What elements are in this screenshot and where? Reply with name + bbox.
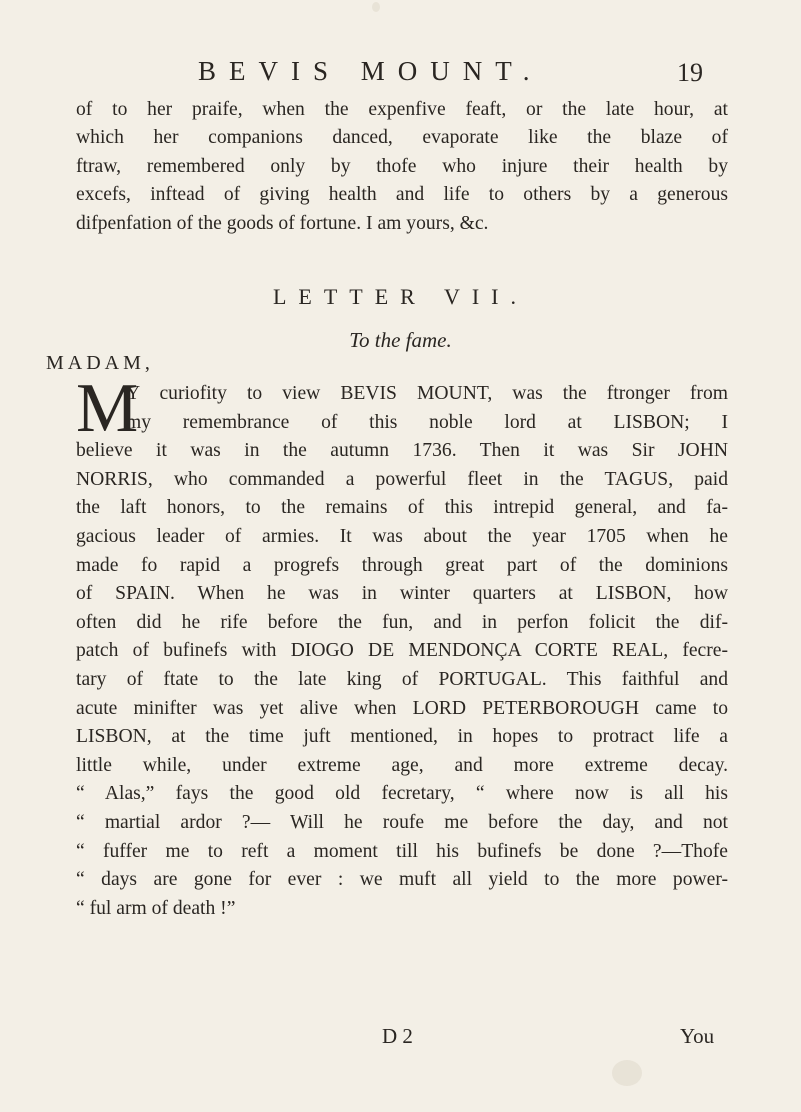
text-line: “ Alas,” fays the good old fecretary, “ where now is all his	[76, 783, 728, 805]
text-line: believe it was in the autumn 1736. Then it was Sir JOHN	[76, 440, 728, 462]
text-line: patch of bufinefs with DIOGO DE MENDONÇA CORTE REAL, fecre-	[76, 640, 728, 662]
page-header	[0, 56, 801, 92]
page-number: 19	[677, 58, 703, 87]
page-stain	[612, 1060, 642, 1086]
page-footer	[0, 1024, 801, 1054]
page-blemish	[372, 2, 380, 12]
letter-body	[76, 370, 728, 923]
text-line: little while, under extreme age, and more extreme decay.	[76, 754, 728, 776]
letter-heading: LETTER VII.	[272, 284, 528, 309]
text-line: acute minifter was yet alive when LORD PETERBOROUGH came to	[76, 697, 728, 719]
text-line: “ days are gone for ever : we muft all yield to the more power-	[76, 869, 728, 891]
text-line: the laft honors, to the remains of this intrepid general, and fa-	[76, 497, 728, 519]
text-line: LISBON, at the time juft mentioned, in hopes to protract life a	[76, 726, 728, 748]
text-line: of to her praife, when the expenfive feaft, or the late hour, at	[76, 99, 728, 120]
text-line: “ ful arm of death !”	[76, 897, 236, 919]
text-line: ftraw, remembered only by thofe who injure their health by	[76, 155, 728, 177]
text-line: “ martial ardor ?— Will he roufe me before the day, and not	[76, 811, 728, 833]
text-line: gacious leader of armies. It was about the year 1705 when he	[76, 525, 728, 547]
text-line: often did he rife before the fun, and in perfon folicit the dif-	[76, 611, 728, 633]
signature-mark: D 2	[382, 1024, 413, 1048]
text-line: excefs, inftead of giving health and life to others by a generous	[76, 184, 728, 206]
text-line: difpenfation of the goods of fortune. I am yours, &c.	[76, 212, 489, 234]
intro-paragraph	[76, 96, 728, 238]
text-line: Y curiofity to view BEVIS MOUNT, was the ftronger from	[126, 383, 728, 404]
catchword: You	[680, 1024, 715, 1048]
text-line: my remembrance of this noble lord at LISBON; I	[126, 411, 728, 433]
running-title: BEVIS MOUNT.	[198, 56, 543, 86]
text-line: “ fuffer me to reft a moment till his bufinefs be done ?—Thofe	[76, 840, 728, 862]
letter-subheading: To the fame.	[349, 328, 452, 352]
text-line: made fo rapid a progrefs through great part of the dominions	[76, 554, 728, 576]
text-line: tary of ftate to the late king of PORTUGAL. This faithful and	[76, 668, 728, 690]
salutation: MADAM,	[46, 352, 154, 374]
text-line: which her companions danced, evaporate like the blaze of	[76, 127, 728, 149]
drop-cap: M	[76, 370, 139, 447]
text-line: of SPAIN. When he was in winter quarters at LISBON, how	[76, 583, 728, 605]
text-line: NORRIS, who commanded a powerful fleet in the TAGUS, paid	[76, 468, 728, 490]
